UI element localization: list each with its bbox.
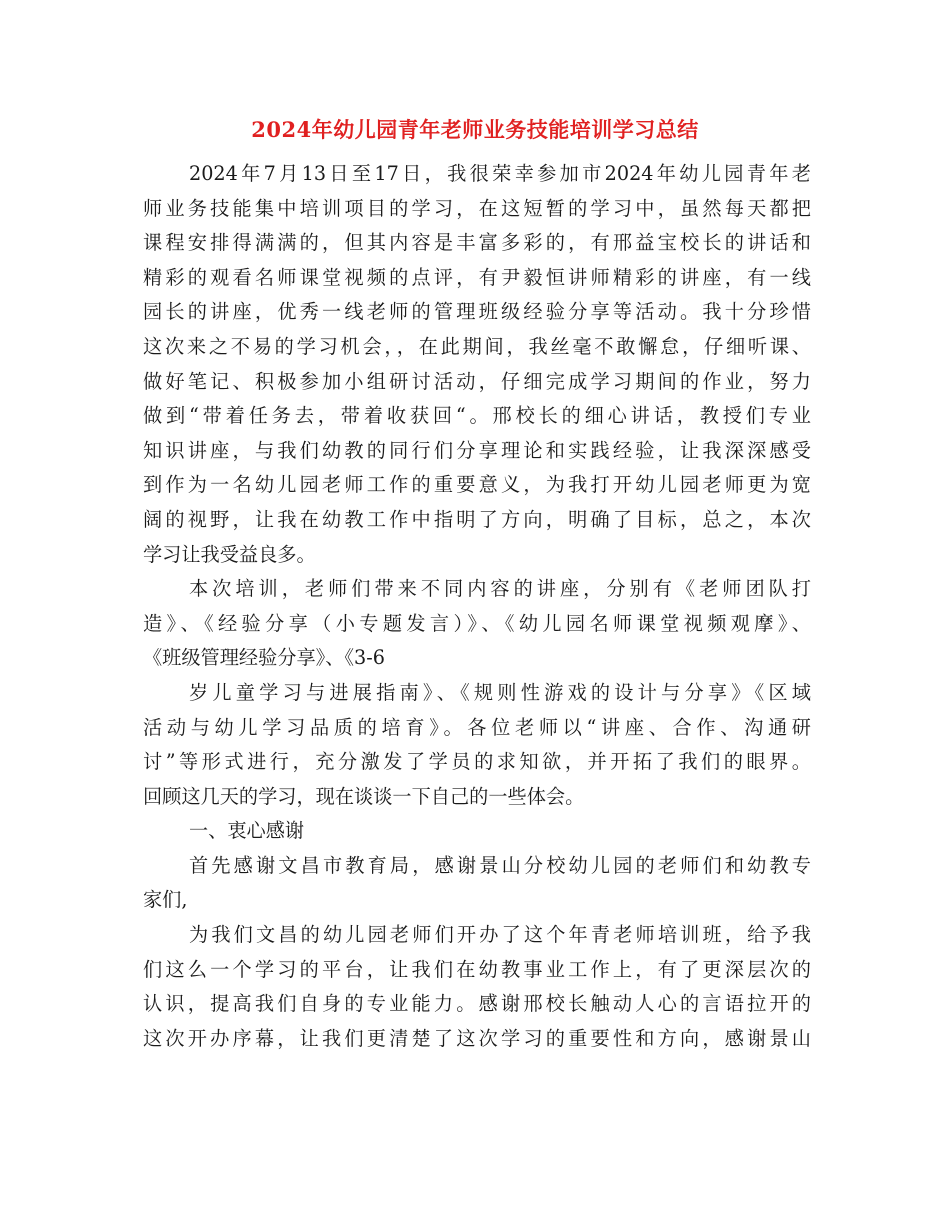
body-line: 家们, xyxy=(143,888,188,912)
body-line: 师业务技能集中培训项目的学习，在这短暂的学习中，虽然每天都把 xyxy=(143,196,811,220)
body-line: 回顾这几天的学习，现在谈谈一下自己的一些体会。 xyxy=(143,784,585,808)
body-line: 首先感谢文昌市教育局，感谢景山分校幼儿园的老师们和幼教专 xyxy=(189,853,811,877)
body-line: 岁儿童学习与进展指南》、《规则性游戏的设计与分享》《区域 xyxy=(189,680,811,704)
body-line: 活动与幼儿学习品质的培育》。各位老师以“讲座、合作、沟通研 xyxy=(143,715,811,739)
body-line: 这次来之不易的学习机会，，在此期间，我丝毫不敢懈怠，仔细听课、 xyxy=(143,334,811,358)
body-line: 这次开办序幕，让我们更清楚了这次学习的重要性和方向，感谢景山 xyxy=(143,1026,811,1050)
document-title: 2024年幼儿园青年老师业务技能培训学习总结 xyxy=(251,117,699,142)
body-line: 知识讲座，与我们幼教的同行们分享理论和实践经验，让我深深感受 xyxy=(143,438,811,462)
body-line: 阔的视野，让我在幼教工作中指明了方向，明确了目标，总之，本次 xyxy=(143,507,811,531)
body-line: 造》、《经验分享（小专题发言）》、《幼儿园名师课堂视频观摩》、 xyxy=(143,611,811,635)
body-line: 认识，提高我们自身的专业能力。感谢邢校长触动人心的言语拉开的 xyxy=(143,992,811,1016)
body-line: 园长的讲座，优秀一线老师的管理班级经验分享等活动。我十分珍惜 xyxy=(143,300,811,324)
body-line: 做好笔记、积极参加小组研讨活动，仔细完成学习期间的作业，努力 xyxy=(143,369,811,393)
body-line: 们这么一个学习的平台，让我们在幼教事业工作上，有了更深层次的 xyxy=(143,957,811,981)
body-line: 2024年7月13日至17日，我很荣幸参加市2024年幼儿园青年老 xyxy=(189,162,811,185)
body-line: 精彩的观看名师课堂视频的点评，有尹毅恒讲师精彩的讲座，有一线 xyxy=(143,265,811,289)
body-line: 《班级管理经验分享》、《3-6 xyxy=(143,646,385,670)
body-line: 到作为一名幼儿园老师工作的重要意义，为我打开幼儿园老师更为宽 xyxy=(143,473,811,497)
body-line: 讨”等形式进行，充分激发了学员的求知欲，并开拓了我们的眼界。 xyxy=(143,750,811,774)
document-body xyxy=(143,157,811,1056)
body-line: 课程安排得满满的，但其内容是丰富多彩的，有邢益宝校长的讲话和 xyxy=(143,231,811,255)
body-line: 一、衷心感谢 xyxy=(189,819,305,843)
body-line: 学习让我受益良多。 xyxy=(143,542,316,566)
body-line: 为我们文昌的幼儿园老师们开办了这个年青老师培训班，给予我 xyxy=(189,923,811,947)
body-line: 做到“带着任务去，带着收获回“。邢校长的细心讲话，教授们专业 xyxy=(143,404,811,428)
body-line: 本次培训，老师们带来不同内容的讲座，分别有《老师团队打 xyxy=(189,577,811,601)
